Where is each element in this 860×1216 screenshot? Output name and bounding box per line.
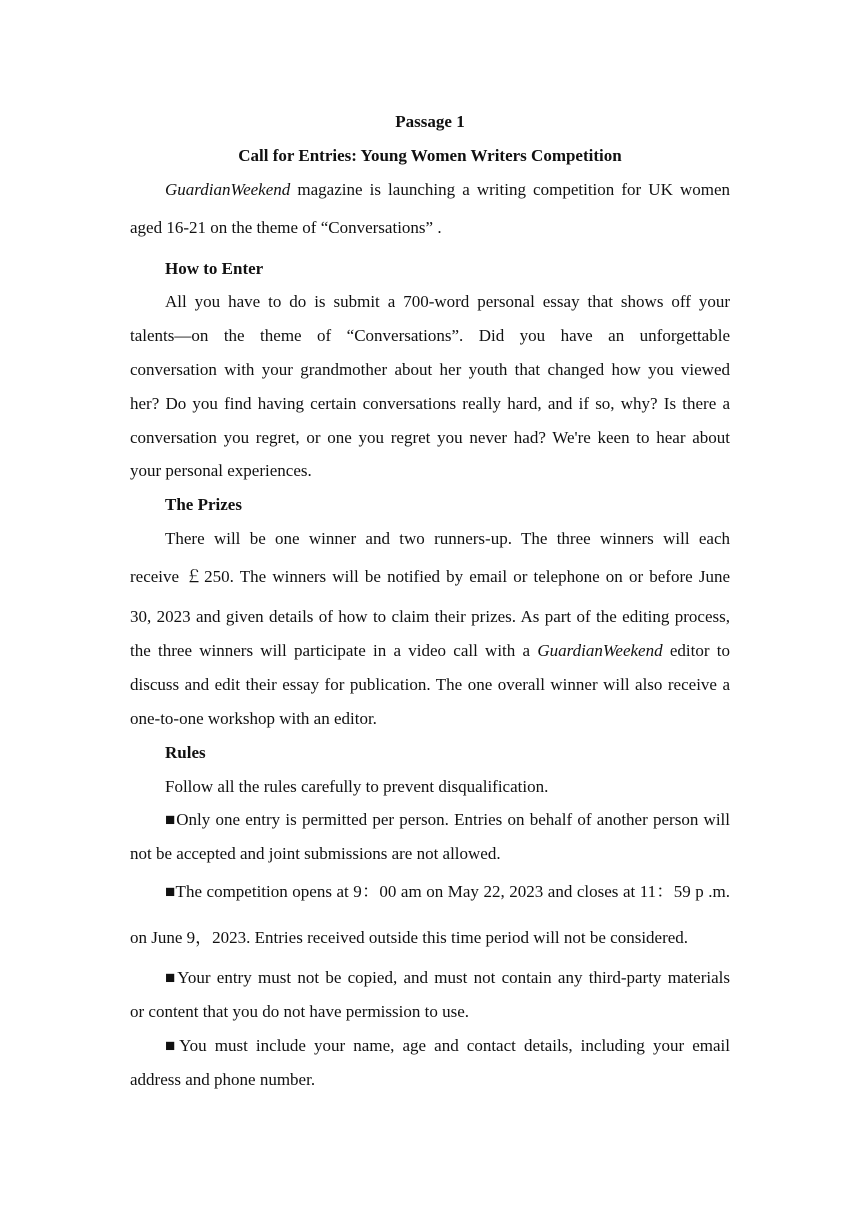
rules-heading: Rules [165,743,206,762]
magazine-name: GuardianWeekend [537,641,663,660]
rule-item: ■Your entry must not be copied, and must not contain any third-party materials [165,968,730,987]
how-to-enter-line: conversation with your grandmother about her youth that changed how you viewed [130,360,730,379]
prizes-text: the three winners will participate in a video call with a [130,641,538,660]
intro-line-1 [130,178,730,202]
how-to-enter-line: All you have to do is submit a 700-word personal essay that shows off your [165,292,730,311]
intro-line-2: aged 16-21 on the theme of “Conversations” . [130,218,442,237]
rule-item: ■The competition opens at 9：00 am on May 22, 2023 and closes at 11：59 p .m. [165,882,730,901]
prizes-line: There will be one winner and two runners-up. The three winners will each [165,529,730,548]
rule-item: on June 9，2023. Entries received outside this time period will not be considered. [130,928,689,947]
how-to-enter-line: conversation you regret, or one you regret you never had? We're keen to hear about [130,428,730,447]
magazine-name: GuardianWeekend [165,180,291,199]
how-to-enter-line: her? Do you find having certain conversations really hard, and if so, why? Is there a [130,394,730,413]
rules-intro: Follow all the rules carefully to prevent disqualification. [165,777,549,796]
prizes-line: one-to-one workshop with an editor. [130,709,377,728]
how-to-enter-line: your personal experiences. [130,461,312,480]
rule-item: or content that you do not have permission to use. [130,1002,469,1021]
passage-label: Passage 1 [395,112,465,131]
prizes-heading: The Prizes [165,495,242,514]
how-to-enter-heading: How to Enter [165,259,264,278]
rule-item: ■Only one entry is permitted per person. Entries on behalf of another person will [165,810,730,829]
intro-text: magazine is launching a writing competition for UK women [290,180,730,199]
prizes-text: editor to [662,641,730,660]
how-to-enter-line: talents—on the theme of “Conversations”. Did you have an unforgettable [130,326,730,345]
prizes-line: discuss and edit their essay for publication. The one overall winner will also receive a [130,675,730,694]
prizes-line: receive ￡250. The winners will be notified by email or telephone on or before June [130,567,730,586]
rule-item: address and phone number. [130,1070,316,1089]
prizes-line: 30, 2023 and given details of how to claim their prizes. As part of the editing process, [130,607,730,626]
rule-item: not be accepted and joint submissions are not allowed. [130,844,501,863]
page-title: Call for Entries: Young Women Writers Competition [238,146,622,165]
rule-item: ■You must include your name, age and contact details, including your email [165,1036,730,1055]
prizes-line [130,639,730,663]
